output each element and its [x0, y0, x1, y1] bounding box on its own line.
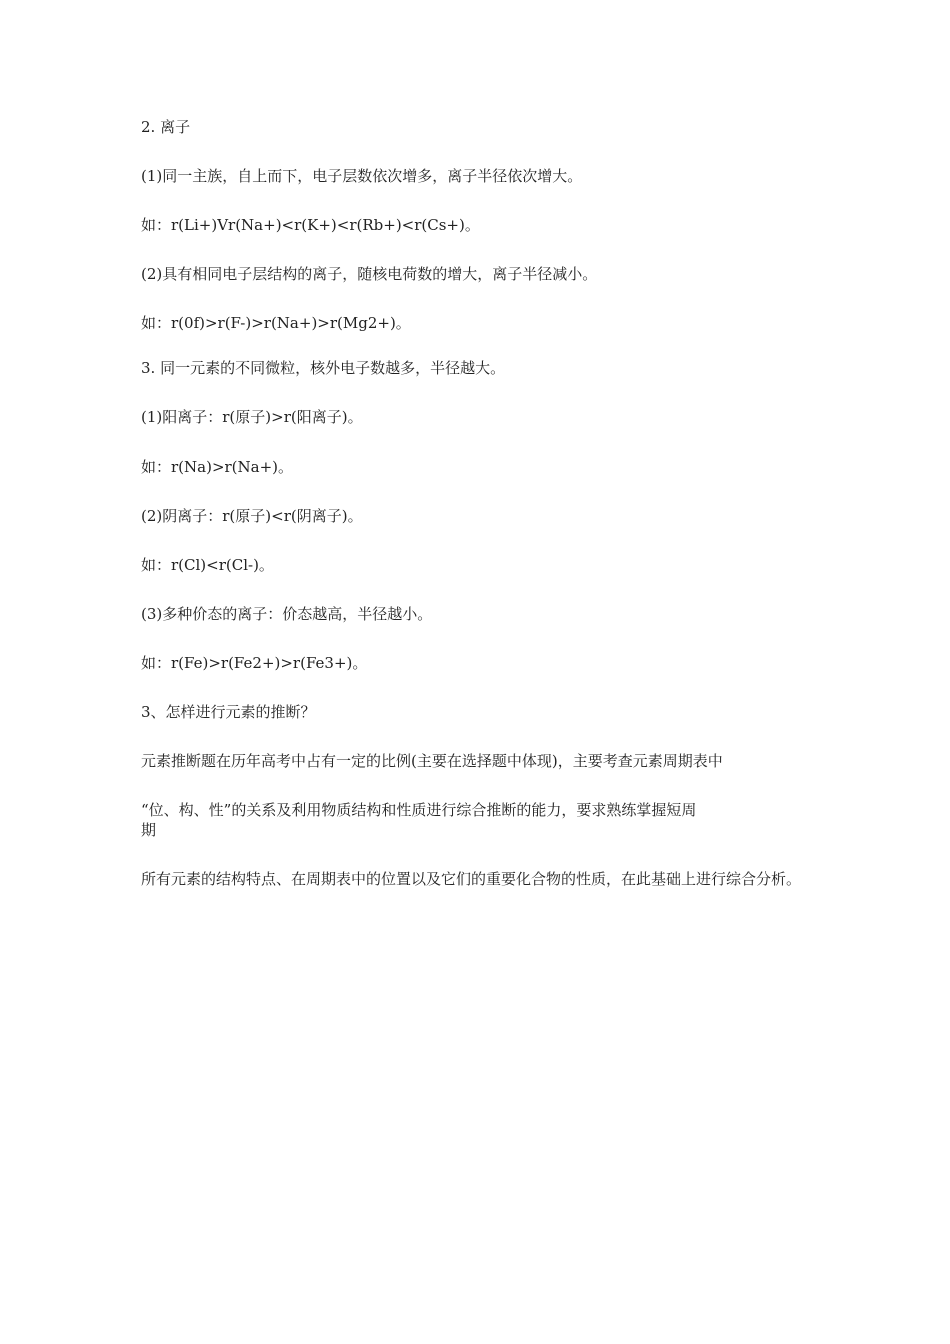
- example-iron-ions: 如：r(Fe)>r(Fe2+)>r(Fe3+)。: [141, 654, 368, 672]
- rule-valence-states: (3)多种价态的离子：价态越高，半径越小。: [141, 605, 433, 623]
- rule-cation: (1)阳离子：r(原子)>r(阳离子)。: [141, 408, 363, 426]
- paragraph-line-2b: 期: [141, 821, 157, 839]
- rule-same-group: (1)同一主族，自上而下，电子层数依次增多，离子半径依次增大。: [141, 167, 583, 185]
- section-heading-same-element: 3. 同一元素的不同微粒，核外电子数越多，半径越大。: [141, 359, 506, 377]
- section-heading-inference: 3、怎样进行元素的推断？: [141, 703, 316, 721]
- example-anion: 如：r(Cl)<r(Cl-)。: [141, 556, 274, 574]
- example-cation: 如：r(Na)>r(Na+)。: [141, 458, 294, 476]
- rule-isoelectronic: (2)具有相同电子层结构的离子，随核电荷数的增大，离子半径减小。: [141, 265, 598, 283]
- paragraph-line-3: 所有元素的结构特点、在周期表中的位置以及它们的重要化合物的性质，在此基础上进行综合分析。: [141, 870, 802, 888]
- section-heading-ions: 2. 离子: [141, 118, 191, 136]
- paragraph-line-2: “位、构、性”的关系及利用物质结构和性质进行综合推断的能力，要求熟练掌握短周: [141, 801, 697, 819]
- rule-anion: (2)阴离子：r(原子)<r(阴离子)。: [141, 507, 363, 525]
- paragraph-line-1: 元素推断题在历年高考中占有一定的比例(主要在选择题中体现)，主要考查元素周期表中: [141, 752, 723, 770]
- example-isoelectronic-ions: 如：r(0f)>r(F-)>r(Na+)>r(Mg2+)。: [141, 314, 411, 332]
- example-alkali-ions: 如：r(Li+)Vr(Na+)<r(K+)<r(Rb+)<r(Cs+)。: [141, 216, 480, 234]
